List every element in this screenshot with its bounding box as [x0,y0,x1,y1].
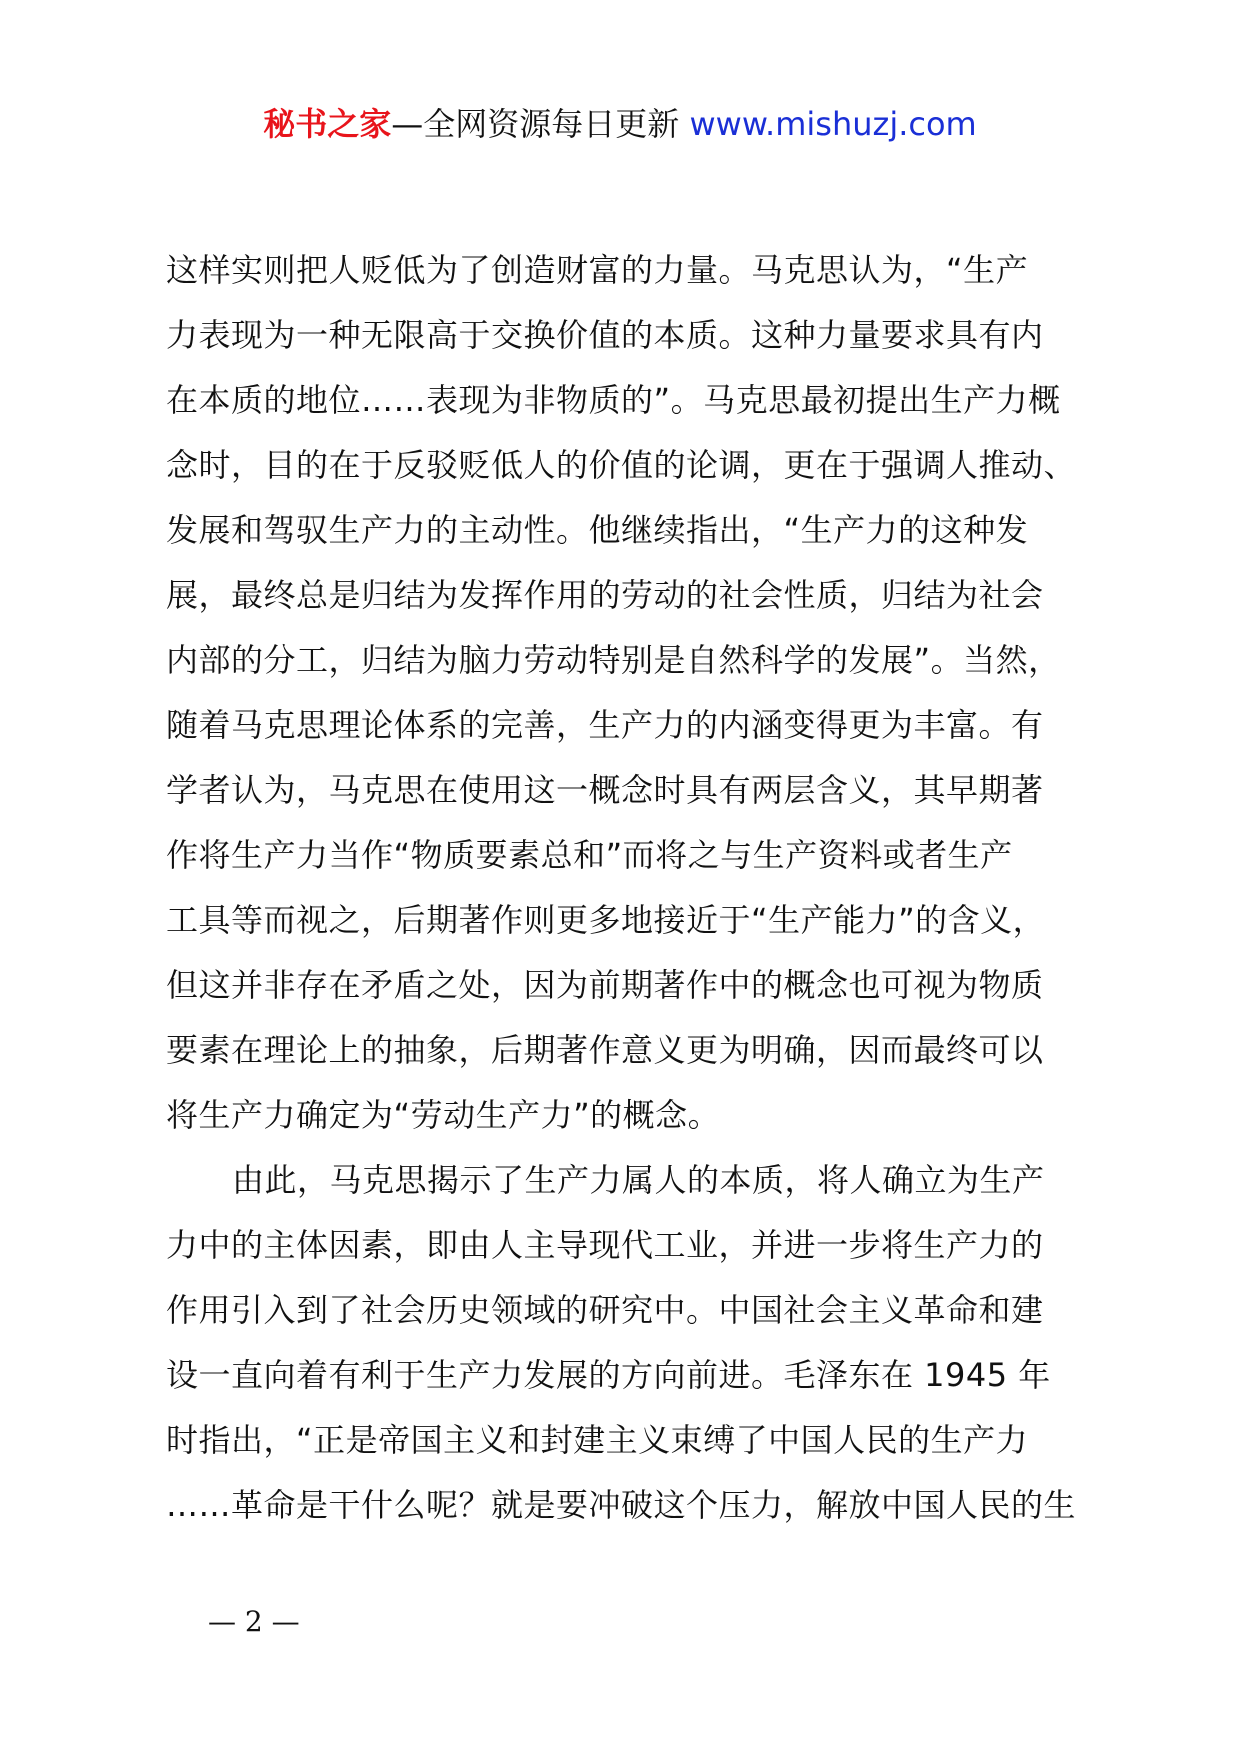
header-brand: 秘书之家 [263,105,392,143]
text-line: 在本质的地位……表现为非物质的”。马克思最初提出生产力概 [166,381,1061,419]
text-line: 作用引入到了社会历史领域的研究中。中国社会主义革命和建 [166,1291,1044,1329]
text-line: 内部的分工，归结为脑力劳动特别是自然科学的发展”。当然， [166,641,1061,679]
document-body [166,238,1126,1538]
text-line: 力表现为一种无限高于交换价值的本质。这种力量要求具有内 [166,316,1044,354]
page-header [0,104,1240,144]
paragraph [166,1148,1126,1538]
text-line: 展，最终总是归结为发挥作用的劳动的社会性质，归结为社会 [166,576,1044,614]
text-line: 发展和驾驭生产力的主动性。他继续指出，“生产力的这种发 [166,511,1029,549]
page-number: — 2 — [208,1605,300,1638]
text-line: 随着马克思理论体系的完善，生产力的内涵变得更为丰富。有 [166,706,1044,744]
text-line: 工具等而视之，后期著作则更多地接近于“生产能力”的含义， [166,901,1046,939]
text-line: 将生产力确定为“劳动生产力”的概念。 [166,1096,721,1134]
text-line: 但这并非存在矛盾之处，因为前期著作中的概念也可视为物质 [166,966,1044,1004]
text-line: 由此，马克思揭示了生产力属人的本质，将人确立为生产 [232,1161,1045,1199]
header-url[interactable]: www.mishuzj.com [689,105,977,143]
text-line: 这样实则把人贬低为了创造财富的力量。马克思认为，“生产 [166,251,1029,289]
text-line: 学者认为，马克思在使用这一概念时具有两层含义，其早期著 [166,771,1044,809]
paragraph [166,238,1126,1148]
text-line: 要素在理论上的抽象，后期著作意义更为明确，因而最终可以 [166,1031,1044,1069]
text-line: 力中的主体因素，即由人主导现代工业，并进一步将生产力的 [166,1226,1044,1264]
text-line: 作将生产力当作“物质要素总和”而将之与生产资料或者生产 [166,836,1013,874]
text-line: 念时，目的在于反驳贬低人的价值的论调，更在于强调人推动、 [166,446,1077,484]
header-slogan: —全网资源每日更新 [391,105,690,143]
text-line: 设一直向着有利于生产力发展的方向前进。毛泽东在 1945 年 [166,1356,1051,1394]
text-line: ……革命是干什么呢？就是要冲破这个压力，解放中国人民的生 [166,1486,1077,1524]
text-line: 时指出，“正是帝国主义和封建主义束缚了中国人民的生产力 [166,1421,1029,1459]
